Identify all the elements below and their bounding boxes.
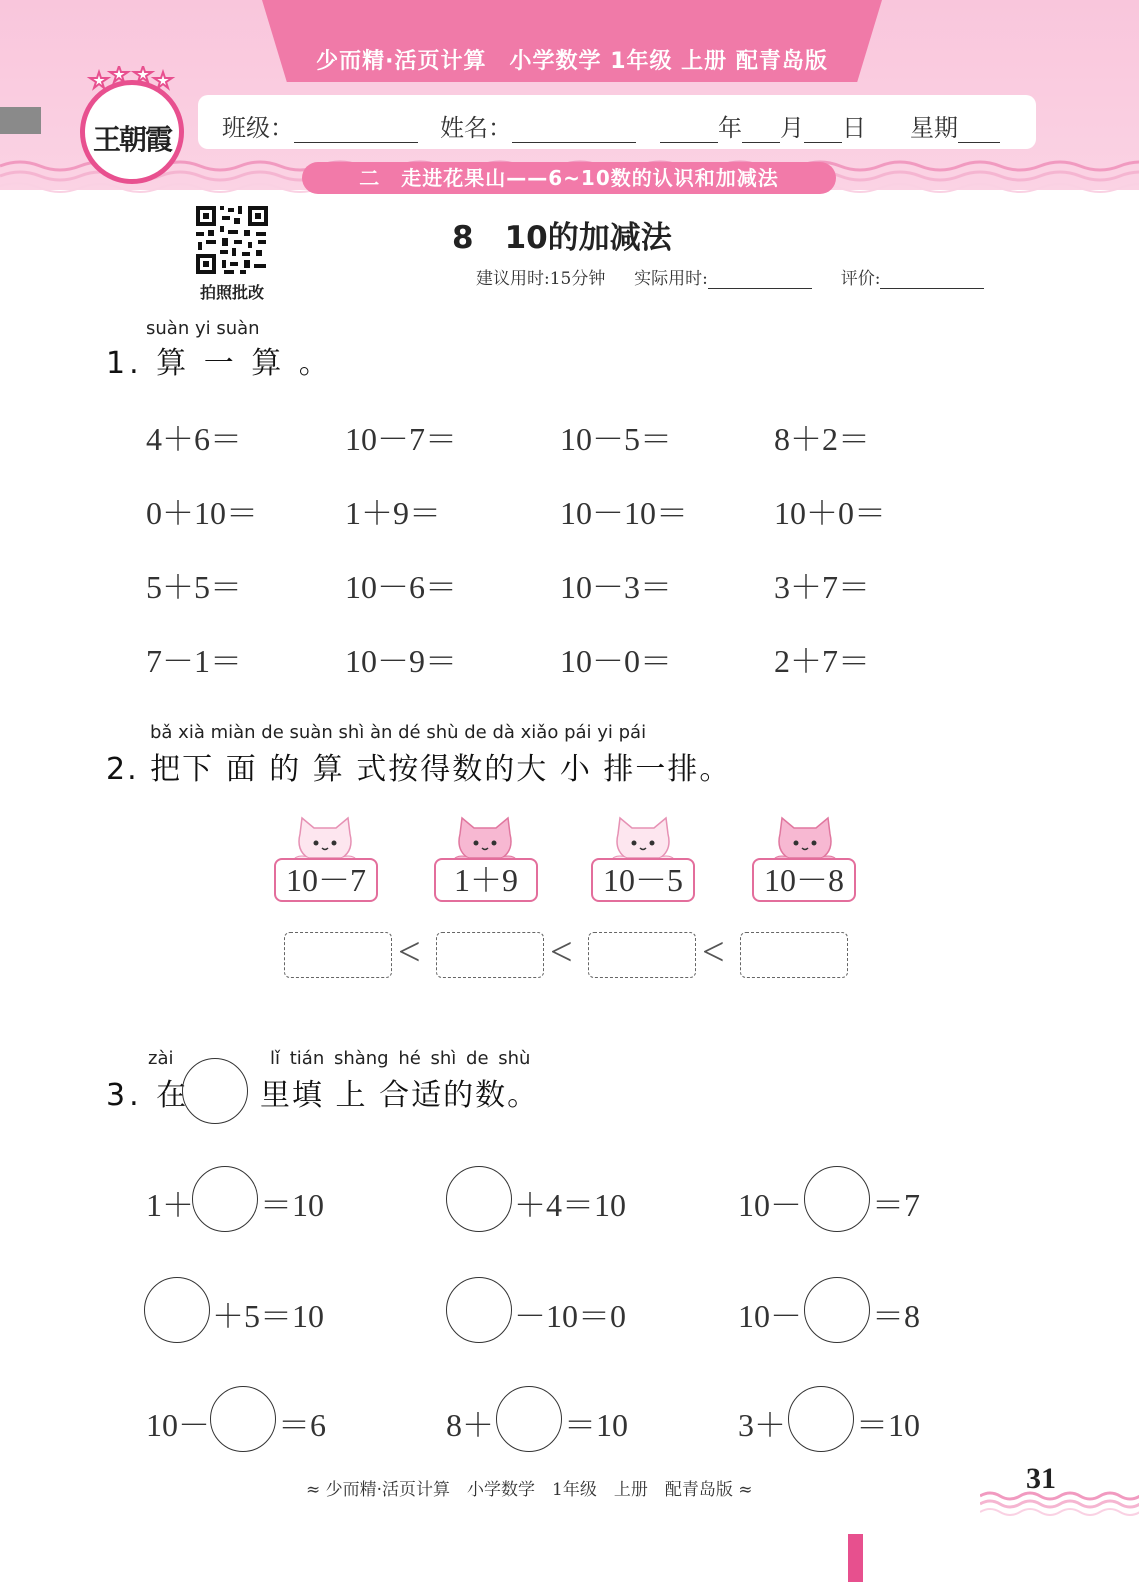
- class-label: 班级：: [222, 114, 294, 142]
- star-crown-icon: [84, 66, 182, 96]
- q3-title-suffix: 里填 上 合适的数。: [260, 1078, 540, 1113]
- q1-title: 1. 算 一 算 。: [106, 346, 333, 381]
- rating-blank[interactable]: [880, 272, 984, 289]
- day-label: 日: [842, 114, 866, 142]
- class-field: [222, 108, 418, 143]
- q3-eq-part: 1＋: [146, 1187, 195, 1223]
- q1-equation[interactable]: 10－0＝: [560, 643, 673, 679]
- answer-circle[interactable]: [192, 1166, 258, 1232]
- unit-title: 二 走进花果山——6~10数的认识和加减法: [302, 162, 836, 194]
- q2-pinyin: bǎ xià miàn de suàn shì àn dé shù de dà xiǎo pái yi pái: [150, 722, 647, 743]
- order-answer-box[interactable]: [284, 932, 392, 978]
- week-field: [910, 108, 1000, 143]
- q3-eq-part: ＋4＝10: [514, 1187, 627, 1223]
- q3-eq-part: 3＋: [738, 1407, 787, 1443]
- q3-eq-part: ＋5＝10: [212, 1298, 325, 1334]
- order-answer-box[interactable]: [588, 932, 696, 978]
- q1-pinyin: suàn yi suàn: [146, 318, 260, 339]
- order-answer-box[interactable]: [436, 932, 544, 978]
- year-label: 年: [718, 114, 742, 142]
- month-blank[interactable]: [742, 122, 780, 143]
- q3-pinyin: lǐ tián shàng hé shì de shù: [270, 1048, 531, 1069]
- q1-equation[interactable]: 10－9＝: [345, 643, 458, 679]
- lesson-title: 8 10的加减法: [452, 220, 672, 256]
- page-edge-marker: [848, 1534, 863, 1582]
- q3-title-prefix: 3. 在: [106, 1078, 191, 1113]
- q1-equation[interactable]: 10－3＝: [560, 569, 673, 605]
- q1-equation[interactable]: 10－5＝: [560, 421, 673, 457]
- q3-eq-part: ＝10: [856, 1407, 921, 1443]
- q1-equation[interactable]: 2＋7＝: [774, 643, 871, 679]
- expression-card: 1＋9: [434, 858, 538, 902]
- answer-circle[interactable]: [496, 1386, 562, 1452]
- q1-equation[interactable]: 10－6＝: [345, 569, 458, 605]
- footer-wave-decoration: [980, 1488, 1139, 1516]
- cat-icon: [450, 816, 520, 864]
- q3-eq-part: ＝8: [872, 1298, 921, 1334]
- page-number: 31: [1026, 1462, 1056, 1495]
- time-info: [476, 264, 984, 289]
- cat-icon: [608, 816, 678, 864]
- answer-circle[interactable]: [446, 1277, 512, 1343]
- circle-symbol: [182, 1058, 248, 1124]
- q3-eq-part: －10＝0: [514, 1298, 627, 1334]
- suggested-time: 建议用时:15分钟: [476, 269, 606, 289]
- year-blank[interactable]: [660, 122, 718, 143]
- month-label: 月: [780, 114, 804, 142]
- q1-equation[interactable]: 10＋0＝: [774, 495, 887, 531]
- answer-circle[interactable]: [804, 1277, 870, 1343]
- answer-circle[interactable]: [210, 1386, 276, 1452]
- cat-icon: [290, 816, 360, 864]
- q1-equation[interactable]: 10－10＝: [560, 495, 689, 531]
- actual-time-blank[interactable]: [708, 272, 812, 289]
- logo-text: 王朝霞: [92, 123, 171, 156]
- q3-eq-part: 10－: [738, 1298, 803, 1334]
- q1-equation[interactable]: 4＋6＝: [146, 421, 243, 457]
- series-title: 少而精·活页计算 小学数学 1年级 上册 配青岛版: [316, 49, 828, 74]
- less-than-sign: <: [398, 929, 421, 974]
- q3-eq-part: ＝6: [278, 1407, 327, 1443]
- q2-title: 2. 把下 面 的 算 式按得数的大 小 排一排。: [106, 752, 732, 787]
- qr-label: 拍照批改: [199, 283, 264, 302]
- q1-equation[interactable]: 1＋9＝: [345, 495, 442, 531]
- q3-eq-part: 10－: [146, 1407, 211, 1443]
- qr-code-icon[interactable]: [194, 204, 270, 276]
- name-blank[interactable]: [512, 122, 636, 143]
- answer-circle[interactable]: [788, 1386, 854, 1452]
- q3-eq-part: ＝7: [872, 1187, 921, 1223]
- q1-equation[interactable]: 0＋10＝: [146, 495, 259, 531]
- q1-equation[interactable]: 3＋7＝: [774, 569, 871, 605]
- q3-eq-part: 10－: [738, 1187, 803, 1223]
- expression-card: 10－5: [591, 858, 695, 902]
- q3-eq-part: ＝10: [260, 1187, 325, 1223]
- q1-equation[interactable]: 5＋5＝: [146, 569, 243, 605]
- q1-equation[interactable]: 8＋2＝: [774, 421, 871, 457]
- expression-card: 10－8: [752, 858, 856, 902]
- less-than-sign: <: [702, 929, 725, 974]
- cat-icon: [770, 816, 840, 864]
- q1-equation[interactable]: 7－1＝: [146, 643, 243, 679]
- less-than-sign: <: [550, 929, 573, 974]
- week-label: 星期: [910, 114, 958, 142]
- date-field: [660, 108, 866, 143]
- name-label: 姓名：: [440, 114, 512, 142]
- expression-card: 10－7: [274, 858, 378, 902]
- side-tab: [0, 107, 41, 134]
- rating-label: 评价:: [840, 269, 881, 289]
- q3-eq-part: 8＋: [446, 1407, 495, 1443]
- footer-series: ≈ 少而精·活页计算 小学数学 1年级 上册 配青岛版 ≈: [306, 1480, 753, 1500]
- actual-time-label: 实际用时:: [634, 269, 708, 289]
- answer-circle[interactable]: [446, 1166, 512, 1232]
- q3-pinyin-zai: zài: [148, 1048, 174, 1069]
- name-field: [440, 108, 636, 143]
- day-blank[interactable]: [804, 122, 842, 143]
- q1-equation[interactable]: 10－7＝: [345, 421, 458, 457]
- order-answer-box[interactable]: [740, 932, 848, 978]
- answer-circle[interactable]: [144, 1277, 210, 1343]
- week-blank[interactable]: [958, 122, 1000, 143]
- class-blank[interactable]: [294, 122, 418, 143]
- answer-circle[interactable]: [804, 1166, 870, 1232]
- q3-eq-part: ＝10: [564, 1407, 629, 1443]
